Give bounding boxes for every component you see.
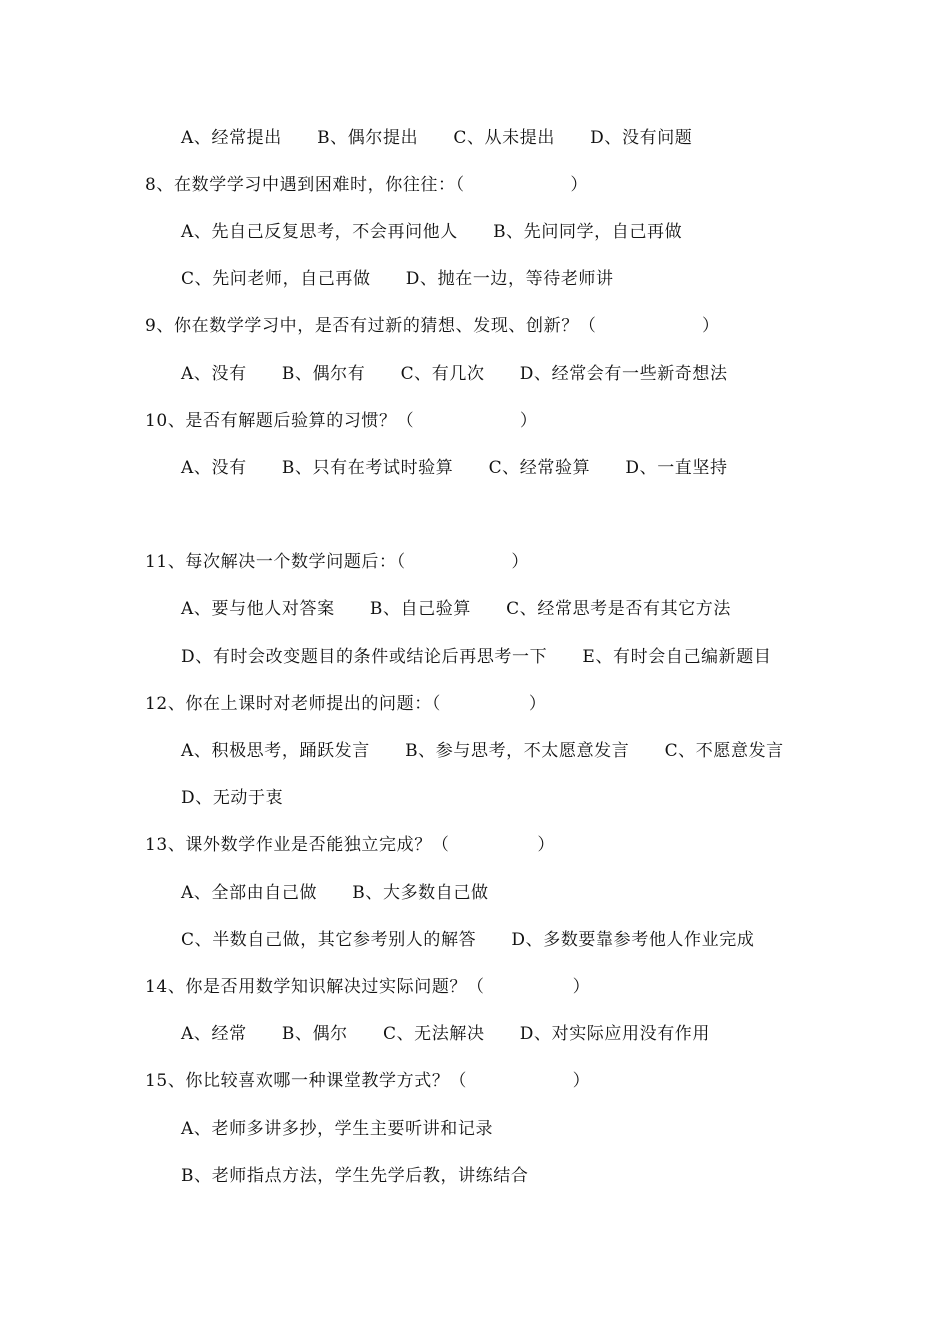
q8-options-line-1: A、先自己反复思考，不会再问他人 B、先问同学，自己再做 — [181, 222, 683, 242]
q15-options-line-2: B、老师指点方法，学生先学后教，讲练结合 — [181, 1166, 529, 1186]
q10-stem: 10、是否有解题后验算的习惯？（ ） — [145, 411, 538, 431]
q10-options-line-1: A、没有 B、只有在考试时验算 C、经常验算 D、一直坚持 — [181, 458, 728, 478]
q13-options-line-1: A、全部由自己做 B、大多数自己做 — [181, 883, 489, 903]
q12-options-line-2: D、无动于衷 — [181, 788, 284, 808]
q8-options-line-2: C、先问老师，自己再做 D、抛在一边，等待老师讲 — [181, 269, 614, 289]
q9-options-line-1: A、没有 B、偶尔有 C、有几次 D、经常会有一些新奇想法 — [181, 364, 728, 384]
q11-stem: 11、每次解决一个数学问题后：（ ） — [145, 552, 529, 572]
q7-options-line-1: A、经常提出 B、偶尔提出 C、从未提出 D、没有问题 — [181, 128, 693, 148]
q13-stem: 13、课外数学作业是否能独立完成？（ ） — [145, 835, 556, 855]
q15-stem: 15、你比较喜欢哪一种课堂教学方式？（ ） — [145, 1071, 591, 1091]
q15-options-line-1: A、老师多讲多抄，学生主要听讲和记录 — [181, 1119, 494, 1139]
q12-stem: 12、你在上课时对老师提出的问题：（ ） — [145, 694, 547, 714]
q12-options-line-1: A、积极思考，踊跃发言 B、参与思考，不太愿意发言 C、不愿意发言 — [181, 741, 784, 761]
q11-options-line-2: D、有时会改变题目的条件或结论后再思考一下 E、有时会自己编新题目 — [181, 647, 772, 667]
q9-stem: 9、你在数学学习中，是否有过新的猜想、发现、创新？（ ） — [145, 316, 720, 336]
q14-options-line-1: A、经常 B、偶尔 C、无法解决 D、对实际应用没有作用 — [181, 1024, 711, 1044]
q14-stem: 14、你是否用数学知识解决过实际问题？（ ） — [145, 977, 591, 997]
q13-options-line-2: C、半数自己做，其它参考别人的解答 D、多数要靠参考他人作业完成 — [181, 930, 755, 950]
q11-options-line-1: A、要与他人对答案 B、自己验算 C、经常思考是否有其它方法 — [181, 599, 731, 619]
q8-stem: 8、在数学学习中遇到困难时，你往往：（ ） — [145, 175, 588, 195]
